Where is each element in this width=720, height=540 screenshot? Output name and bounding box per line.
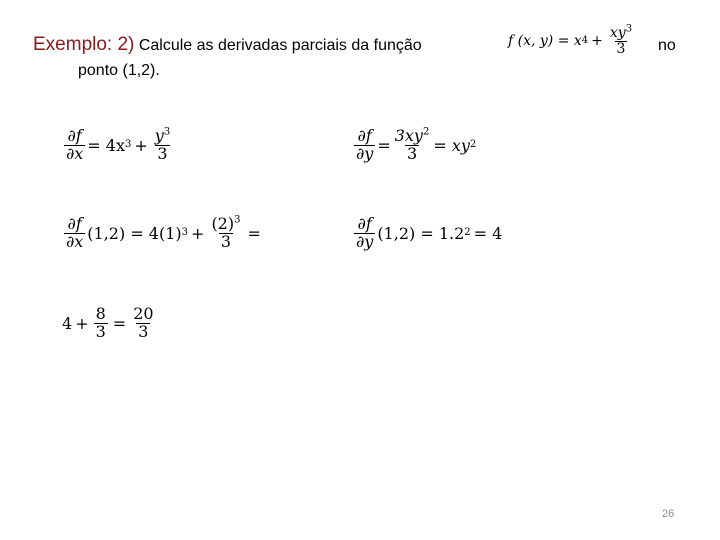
eq2-den: 3: [406, 143, 418, 163]
partial-denominator: ∂x: [66, 231, 84, 251]
title-text: Calcule as derivadas parciais da função: [138, 37, 422, 54]
eq5-den1: 3: [95, 321, 106, 341]
page-number: 26: [662, 508, 675, 520]
eq1-num-base: y: [154, 126, 164, 145]
eq1-num-exponent: 3: [163, 126, 171, 138]
partial-denominator: ∂y: [356, 231, 374, 251]
eq5-den2: 3: [138, 321, 149, 341]
eq1-rhs: = 4x: [87, 135, 125, 155]
title-no: no: [658, 37, 676, 54]
partial-numerator: ∂f: [357, 214, 372, 233]
eq3-den: 3: [220, 231, 232, 251]
eq5-num1: 8: [95, 304, 106, 323]
eq3-fraction: [209, 216, 242, 251]
eq3-plus: +: [191, 223, 205, 243]
eq5-four: 4: [62, 313, 73, 333]
partial-y-at-point: $\frac{\partial f}{\partial y}$ (1,2) = 1.2 2 = 4: [356, 214, 503, 251]
partial-denominator: ∂x: [66, 143, 84, 163]
eq2-num-base: 3xy: [394, 126, 423, 145]
eq5-equals: =: [112, 313, 127, 333]
result-equation: [62, 306, 158, 341]
function-num-base: xy: [609, 25, 626, 41]
function-num-exponent: 3: [625, 23, 633, 35]
function-den: 3: [616, 40, 626, 57]
partial-y-equation: $\frac{\partial f}{\partial y}$ = $\frac{3xy^2}{3}$ = xy 2: [356, 126, 477, 163]
partial-y-operator: [354, 216, 375, 251]
partial-x-operator: [64, 216, 85, 251]
eq1-den: 3: [157, 143, 168, 163]
partial-denominator: ∂y: [356, 143, 374, 163]
eq4-tail: = 4: [473, 223, 503, 243]
function-lhs: f (x, y) = x: [508, 33, 582, 50]
eq3-point: (1,2) = 4(1): [87, 223, 182, 243]
eq3-tail: =: [247, 223, 261, 243]
function-plus: +: [591, 33, 603, 50]
eq5-fraction-1: [94, 306, 108, 341]
partial-numerator: ∂f: [67, 214, 82, 233]
title-prefix: Exemplo: 2): [33, 34, 135, 55]
partial-y-operator: [354, 128, 375, 163]
eq1-plus: +: [134, 135, 148, 155]
eq4-point: (1,2) = 1.2: [377, 223, 465, 243]
partial-x-equation: $\frac{\partial f}{\partial x}$ = 4x 3 + $\frac{y^3}{3}$: [66, 126, 171, 163]
partial-numerator: ∂f: [357, 126, 372, 145]
function-definition: f (x, y) = x 4 + $\frac{xy^3}{3}$: [508, 23, 633, 57]
eq3-num-exponent: 3: [234, 214, 241, 226]
function-fraction: [608, 23, 634, 57]
eq5-plus: +: [75, 313, 89, 333]
partial-numerator: ∂f: [67, 126, 82, 145]
eq3-num-base: (2): [211, 214, 235, 233]
partial-x-operator: [64, 128, 85, 163]
eq2-equals: =: [377, 135, 391, 155]
eq5-num2: 20: [133, 304, 154, 323]
partial-x-at-point: $\frac{\partial f}{\partial x}$ (1,2) = 4(1) 3 + $\frac{(2)^3}{3}$ =: [66, 214, 261, 251]
eq1-fraction: [153, 128, 172, 163]
title-line2: ponto (1,2).: [78, 62, 160, 79]
slide-title: [33, 34, 422, 56]
eq5-fraction-2: [131, 306, 155, 341]
eq2-rhs: = xy: [433, 135, 470, 155]
eq2-num-exponent: 2: [422, 126, 430, 138]
eq2-fraction: [393, 128, 432, 163]
